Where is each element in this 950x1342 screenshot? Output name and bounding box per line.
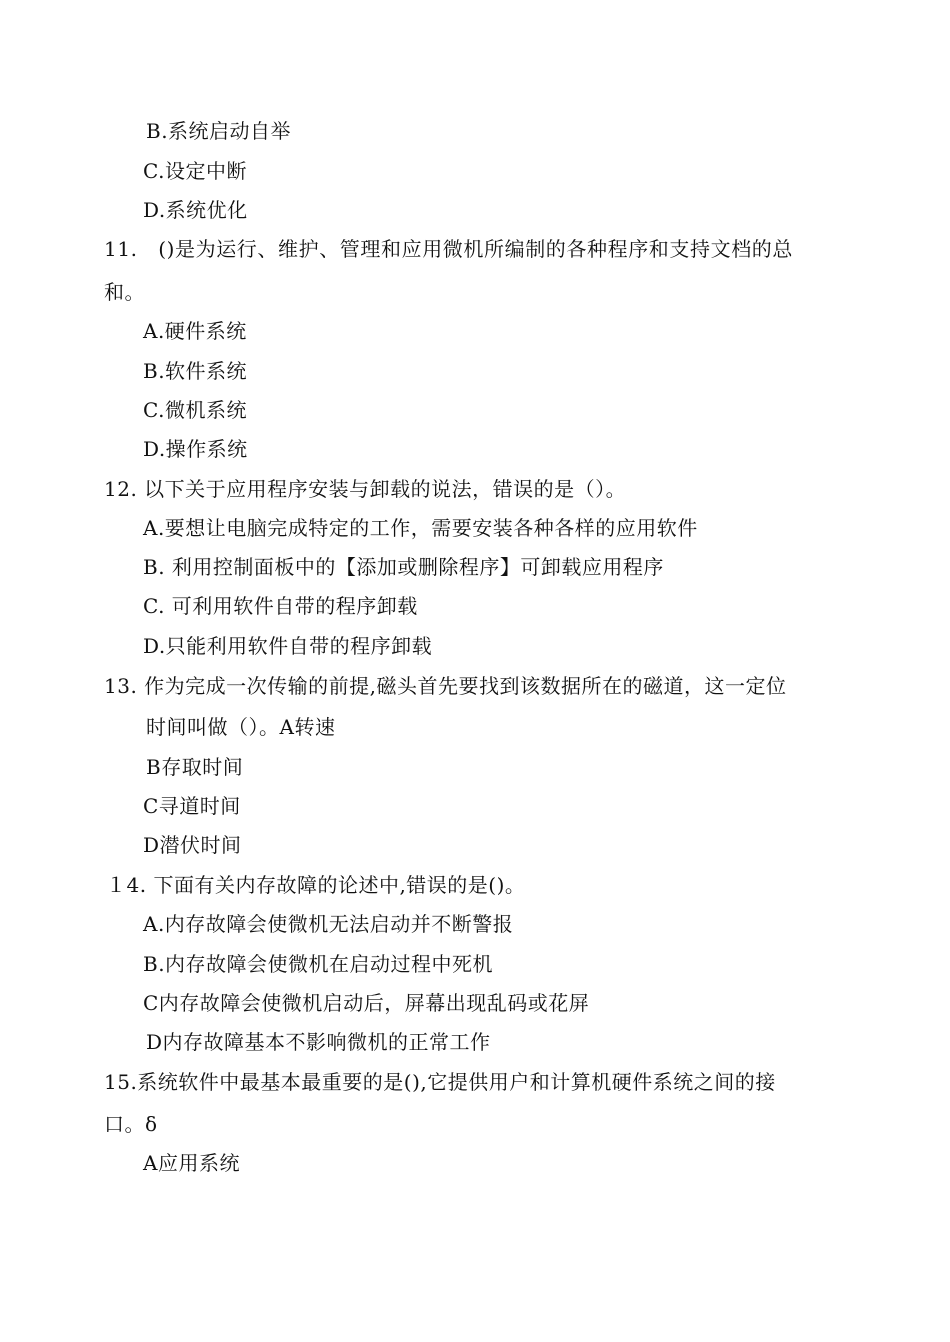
q12-option-b: B. 利用控制面板中的【添加或删除程序】可卸载应用程序 [143, 555, 664, 579]
q14-option-a: A.内存故障会使微机无法启动并不断警报 [143, 912, 514, 936]
q11-option-b: B.软件系统 [143, 359, 248, 383]
q11-stem-continued: 和。 [104, 280, 145, 304]
q15-stem: 15.系统软件中最基本最重要的是(),它提供用户和计算机硬件系统之间的接 [104, 1070, 776, 1094]
q10-option-b: B.系统启动自举 [146, 119, 292, 143]
q14-option-d: D内存故障基本不影响微机的正常工作 [146, 1030, 491, 1054]
q13-stem: 13. 作为完成一次传输的前提,磁头首先要找到该数据所在的磁道，这一定位 [104, 674, 787, 698]
q11-stem: 11. ()是为运行、维护、管理和应用微机所编制的各种程序和支持文档的总 [104, 237, 794, 261]
q12-option-c: C. 可利用软件自带的程序卸载 [143, 594, 418, 618]
q11-option-d: D.操作系统 [143, 437, 248, 461]
q14-option-b: B.内存故障会使微机在启动过程中死机 [143, 952, 494, 976]
q14-option-c: C内存故障会使微机启动后，屏幕出现乱码或花屏 [143, 991, 590, 1015]
q11-option-c: C.微机系统 [143, 398, 247, 422]
q12-option-d: D.只能利用软件自带的程序卸载 [143, 634, 433, 658]
q15-stem-continued: 口。δ [104, 1112, 158, 1136]
q10-option-d: D.系统优化 [143, 198, 248, 222]
q13-option-b: B存取时间 [146, 755, 244, 779]
q10-option-c: C.设定中断 [143, 159, 247, 183]
q15-option-a: A应用系统 [143, 1151, 240, 1175]
q11-option-a: A.硬件系统 [143, 319, 247, 343]
q12-option-a: A.要想让电脑完成特定的工作，需要安装各种各样的应用软件 [143, 516, 698, 540]
q14-stem: １4. 下面有关内存故障的论述中,错误的是()。 [106, 873, 526, 897]
q13-stem-continued: 时间叫做（）。A转速 [146, 715, 336, 739]
q13-option-c: C寻道时间 [143, 794, 241, 818]
q13-option-d: D潜伏时间 [143, 833, 242, 857]
q12-stem: 12. 以下关于应用程序安装与卸载的说法，错误的是（）。 [104, 477, 627, 501]
